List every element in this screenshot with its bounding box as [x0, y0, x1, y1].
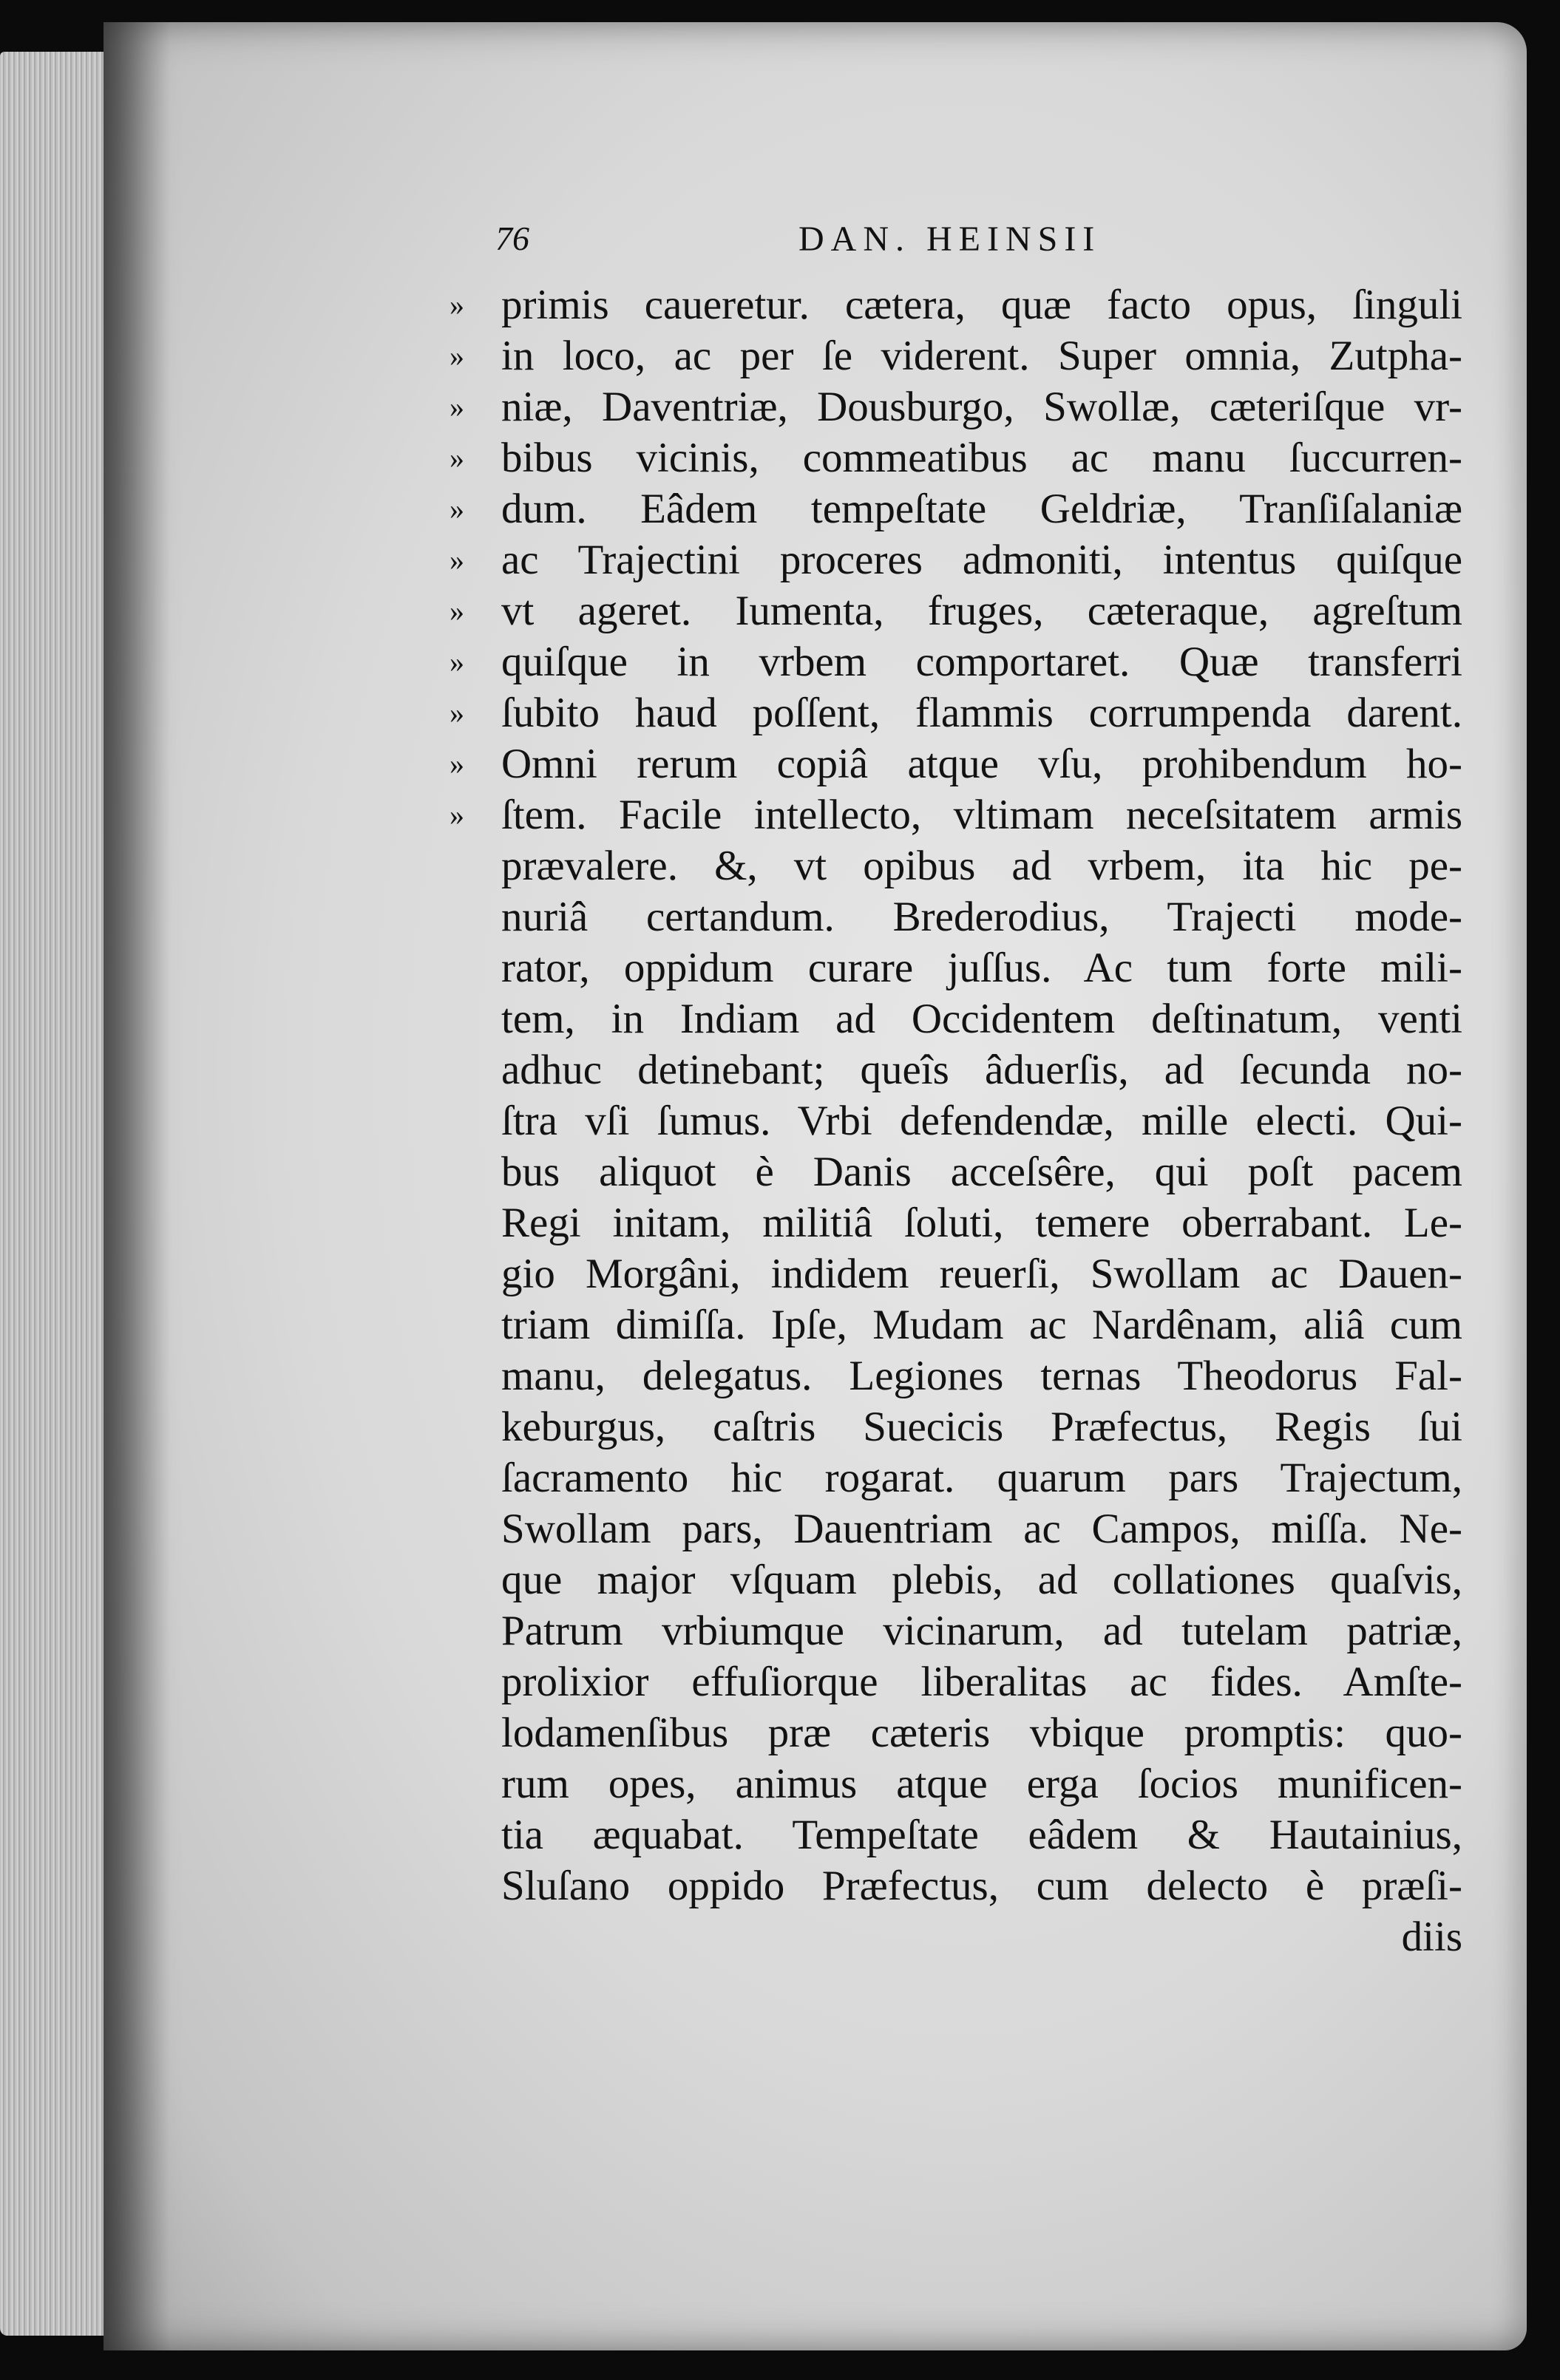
text-line [458, 1758, 1464, 1809]
line-text: bus aliquot è Danis acceſsêre, qui poſt pacem [501, 1149, 1462, 1195]
line-text: primis caueretur. cætera, quæ facto opus, ſinguli [501, 282, 1462, 328]
text-line [458, 840, 1464, 891]
line-text: quiſque in vrbem comportaret. Quæ transferri [501, 639, 1462, 685]
line-text: ſubito haud poſſent, flammis corrumpenda darent. [501, 690, 1462, 736]
quotation-mark: » [450, 594, 464, 628]
text-line [450, 636, 1464, 687]
page-number: 76 [495, 220, 529, 257]
line-text: Sluſano oppido Præfectus, cum delecto è præſi- [501, 1863, 1462, 1909]
line-text: nuriâ certandum. Brederodius, Trajecti mode- [501, 894, 1462, 940]
line-text: in loco, ac per ſe viderent. Super omnia, Zutpha- [501, 333, 1462, 379]
line-text: triam dimiſſa. Ipſe, Mudam ac Nardênam, aliâ cum [501, 1302, 1462, 1348]
line-text: adhuc detinebant; queîs âduerſis, ad ſecunda no- [501, 1047, 1462, 1093]
text-line [450, 738, 1464, 789]
line-text: ſtem. Facile intellecto, vltimam neceſsitatem armis [501, 792, 1462, 838]
quotation-mark: » [450, 696, 464, 730]
text-line [458, 1248, 1464, 1299]
text-line [458, 1197, 1464, 1248]
catchword: diis [1401, 1914, 1462, 1960]
page-gutter-shadow [104, 22, 170, 2350]
line-text: tem, in Indiam ad Occidentem deſtinatum, venti [501, 996, 1462, 1042]
text-line [450, 432, 1464, 483]
line-text: dum. Eâdem tempeſtate Geldriæ, Tranſiſalaniæ [501, 486, 1462, 532]
line-text: tia æquabat. Tempeſtate eâdem & Hautainius, [501, 1812, 1462, 1858]
line-text: ac Trajectini proceres admoniti, intentus quiſque [501, 537, 1462, 583]
line-text: Omni rerum copiâ atque vſu, prohibendum ho- [501, 741, 1462, 787]
text-line [458, 1299, 1464, 1350]
text-line [458, 891, 1464, 942]
text-line [458, 1707, 1464, 1758]
line-text: Swollam pars, Dauentriam ac Campos, miſſa. Ne- [501, 1506, 1462, 1552]
text-line [458, 1452, 1464, 1503]
quotation-mark: » [450, 339, 464, 373]
text-line [450, 687, 1464, 738]
text-line [458, 1503, 1464, 1554]
text-line [458, 1809, 1464, 1860]
text-line [450, 789, 1464, 840]
catchword-line [458, 1911, 1464, 1962]
body-text [450, 279, 1464, 1962]
line-text: niæ, Daventriæ, Dousburgo, Swollæ, cæteriſque vr- [501, 384, 1462, 430]
line-text: ſacramento hic rogarat. quarum pars Trajectum, [501, 1455, 1462, 1501]
text-line [458, 1401, 1464, 1452]
quotation-mark: » [450, 543, 464, 577]
text-line [458, 1860, 1464, 1911]
text-line [458, 1044, 1464, 1095]
line-text: Patrum vrbiumque vicinarum, ad tutelam patriæ, [501, 1608, 1462, 1654]
quotation-mark: » [450, 492, 464, 526]
line-text: vt ageret. Iumenta, fruges, cæteraque, agreſtum [501, 588, 1462, 634]
line-text: que major vſquam plebis, ad collationes quaſvis, [501, 1557, 1462, 1603]
text-line [450, 330, 1464, 381]
quotation-mark: » [450, 798, 464, 832]
line-text: prolixior effuſiorque liberalitas ac fides. Amſte- [501, 1659, 1462, 1705]
line-text: ſtra vſi ſumus. Vrbi defendendæ, mille electi. Qui- [501, 1098, 1462, 1144]
page-header [495, 219, 1449, 271]
text-line [458, 1146, 1464, 1197]
line-text: keburgus, caſtris Suecicis Præfectus, Regis ſui [501, 1404, 1462, 1450]
page-edges [0, 52, 118, 2336]
text-line [458, 1095, 1464, 1146]
text-line [450, 483, 1464, 534]
line-text: rum opes, animus atque erga ſocios munificen- [501, 1761, 1462, 1807]
quotation-mark: » [450, 645, 464, 679]
text-line [458, 1605, 1464, 1656]
running-head: DAN. HEINSII [798, 220, 1102, 259]
text-line [450, 585, 1464, 636]
text-line [450, 534, 1464, 585]
quotation-mark: » [450, 747, 464, 781]
text-line [450, 279, 1464, 330]
text-line [458, 1656, 1464, 1707]
line-text: Regi initam, militiâ ſoluti, temere oberrabant. Le- [501, 1200, 1462, 1246]
line-text: manu, delegatus. Legiones ternas Theodorus Fal- [501, 1353, 1462, 1399]
quotation-mark: » [450, 288, 464, 322]
text-line [458, 993, 1464, 1044]
quotation-mark: » [450, 390, 464, 424]
text-line [458, 1554, 1464, 1605]
line-text: bibus vicinis, commeatibus ac manu ſuccurren- [501, 435, 1462, 481]
line-text: lodamenſibus præ cæteris vbique promptis: quo- [501, 1710, 1462, 1756]
text-line [450, 381, 1464, 432]
text-line [458, 942, 1464, 993]
line-text: prævalere. &, vt opibus ad vrbem, ita hic pe- [501, 843, 1462, 889]
line-text: rator, oppidum curare juſſus. Ac tum forte mili- [501, 945, 1462, 991]
quotation-mark: » [450, 441, 464, 475]
text-line [458, 1350, 1464, 1401]
line-text: gio Morgâni, indidem reuerſi, Swollam ac Dauen- [501, 1251, 1462, 1297]
